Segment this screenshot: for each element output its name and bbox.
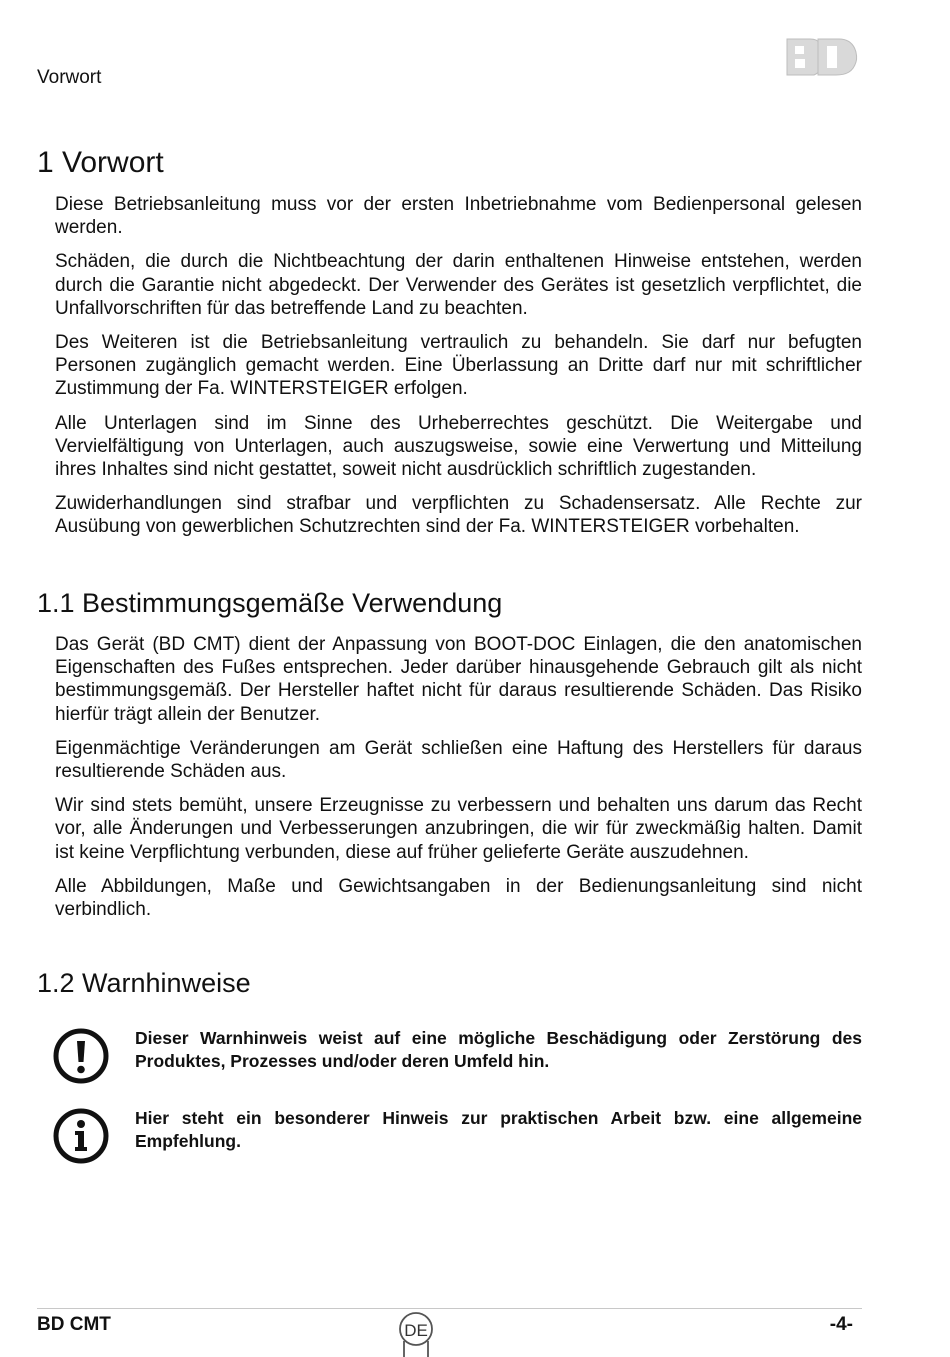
- running-header: Vorwort: [37, 67, 102, 88]
- section-title-warnhinweise: 1.2 Warnhinweise: [37, 968, 251, 998]
- section-title-vorwort: 1 Vorwort: [37, 146, 164, 179]
- info-circle-icon: [52, 1107, 110, 1165]
- paragraph: Alle Unterlagen sind im Sinne des Urheberrechtes geschützt. Die Weitergabe und Vervielfältigung von Unterlagen, auch auszugsweise, sowie eine Verwertung und Mitteilung ihres Inhaltes sind nicht gestattet, soweit nicht ausdrücklich schriftlich zugestanden.: [55, 412, 862, 481]
- footer-product: BD CMT: [37, 1314, 111, 1335]
- vorwort-body: [55, 193, 862, 550]
- language-badge: [396, 1310, 436, 1357]
- verwendung-body: [55, 633, 862, 932]
- paragraph: Das Gerät (BD CMT) dient der Anpassung von BOOT-DOC Einlagen, die den anatomischen Eigenschaften des Fußes entsprechen. Jeder darüber hinausgehende Gebrauch gilt als nicht bestimmungsgemäß. Der Hersteller haftet nicht für daraus resultierende Schäden. Das Risiko hierfür trägt allein der Benutzer.: [55, 634, 862, 725]
- exclamation-circle-icon: [52, 1027, 110, 1085]
- warning-text: Dieser Warnhinweis weist auf eine mögliche Beschädigung oder Zerstörung des Produktes, Prozesses und/oder deren Umfeld hin.: [135, 1028, 862, 1071]
- page-number: -4-: [829, 1314, 853, 1335]
- paragraph: Des Weiteren ist die Betriebsanleitung vertraulich zu behandeln. Sie darf nur befugten Personen zugänglich gemacht werden. Eine Überlassung an Dritte darf nur mit schriftlicher Zustimmung der Fa. WINTERSTEIGER erfolgen.: [55, 332, 862, 400]
- paragraph: Alle Abbildungen, Maße und Gewichtsangaben in der Bedienungsanleitung sind nicht verbindlich.: [55, 875, 862, 921]
- section-title-verwendung: 1.1 Bestimmungsgemäße Verwendung: [37, 588, 503, 618]
- footer-divider: [37, 1308, 862, 1309]
- bd-logo: [784, 36, 858, 78]
- paragraph: Schäden, die durch die Nichtbeachtung der darin enthaltenen Hinweise entstehen, werden durch die Garantie nicht abgedeckt. Der Verwender des Gerätes ist gesetzlich verpflichtet, die Unfallvorschriften für das betreffende Land zu beachten.: [55, 251, 862, 319]
- paragraph: Eigenmächtige Veränderungen am Gerät schließen eine Haftung des Herstellers für daraus resultierende Schäden aus.: [55, 737, 862, 783]
- language-code: DE: [404, 1321, 428, 1340]
- paragraph: Diese Betriebsanleitung muss vor der ersten Inbetriebnahme vom Bedienpersonal gelesen werden.: [55, 194, 862, 239]
- paragraph: Zuwiderhandlungen sind strafbar und verpflichten zu Schadensersatz. Alle Rechte zur Ausübung von gewerblichen Schutzrechten sind der Fa. WINTERSTEIGER vorbehalten.: [55, 493, 862, 538]
- paragraph: Wir sind stets bemüht, unsere Erzeugnisse zu verbessern und behalten uns darum das Recht vor, alle Änderungen und Verbesserungen anzubringen, die wir für zweckmäßig halten. Damit ist keine Verpflichtung verbunden, diese auf früher gelieferte Geräte auszudehnen.: [55, 795, 862, 863]
- info-text: Hier steht ein besonderer Hinweis zur praktischen Arbeit bzw. eine allgemeine Empfehlung.: [135, 1108, 862, 1151]
